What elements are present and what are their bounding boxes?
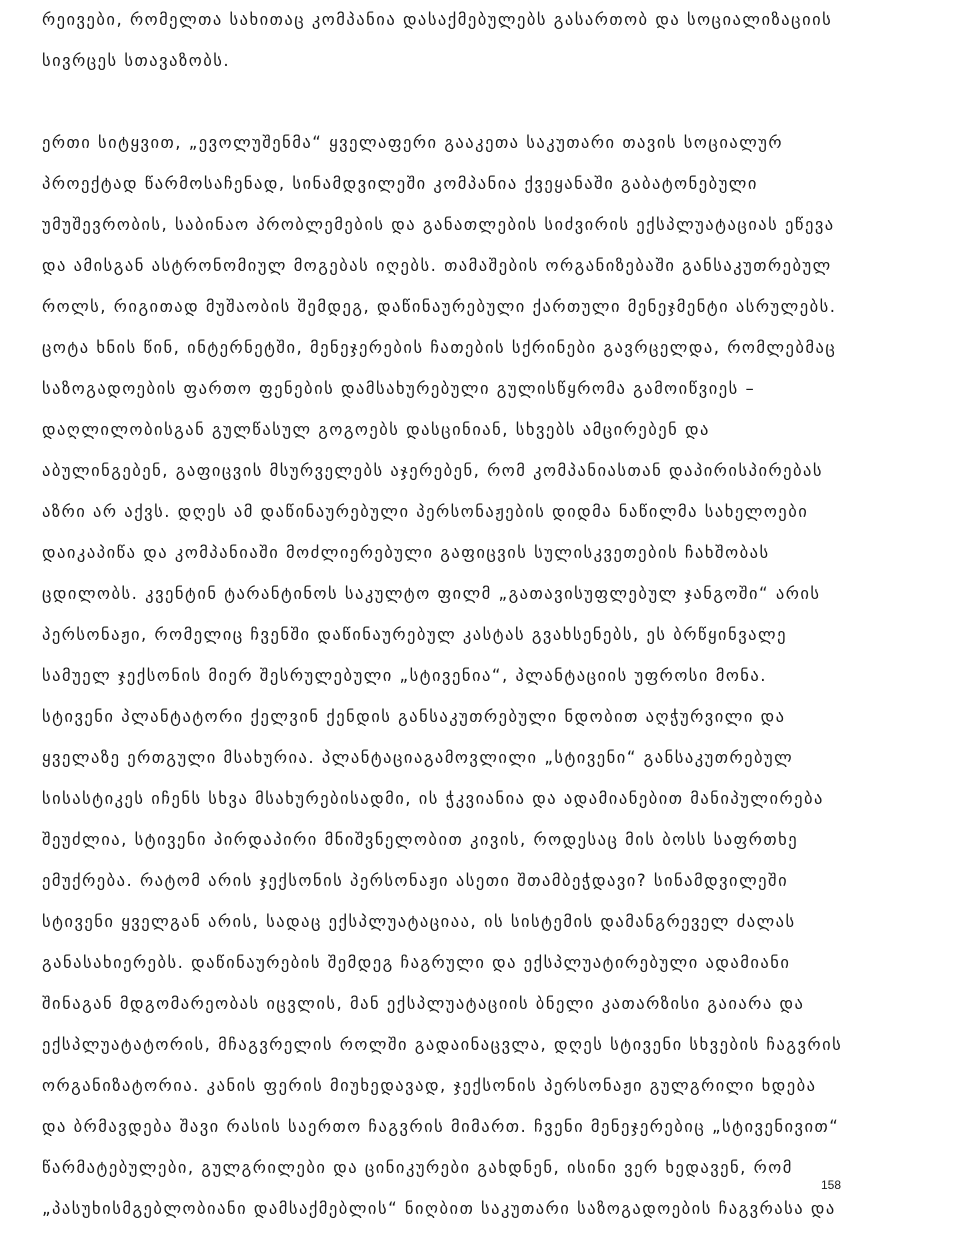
text-line: და ამისგან ასტრონომიულ მოგებას იღებს. თამაშების ორგანიზებაში განსაკუთრებულ <box>42 256 832 275</box>
text-line: ორგანიზატორია. კანის ფერის მიუხედავად, ჯექსონის პერსონაჟი გულგრილი ხდება <box>42 1076 817 1095</box>
text-line: როლს, რიგითად მუშაობის შემდეგ, დაწინაურებული ქართული მენეჯმენტი ასრულებს. <box>42 297 837 316</box>
text-line: სივრცეს სთავაზობს. <box>42 51 231 70</box>
text-line: სტივენი ყველგან არის, სადაც ექსპლუატაციაა, ის სისტემის დამანგრეველ ძალას <box>42 912 796 931</box>
text-line: პროექტად წარმოსაჩენად, სინამდვილეში კომპანია ქვეყანაში გაბატონებული <box>42 174 758 193</box>
text-line: შინაგან მდგომარეობას იცვლის, მან ექსპლუატაციის ბნელი კათარზისი გაიარა და <box>42 994 805 1013</box>
text-line: სტივენი პლანტატორი ქელვინ ქენდის განსაკუთრებული ნდობით აღჭურვილი და <box>42 707 786 726</box>
text-line: წარმატებულები, გულგრილები და ცინიკურები გახდნენ, ისინი ვერ ხედავენ, რომ <box>42 1158 793 1177</box>
text-line: და ბრმავდება შავი რასის საერთო ჩაგვრის მიმართ. ჩვენი მენეჯერებიც „სტივენივით“ <box>42 1117 840 1136</box>
page-number: 158 <box>821 1178 842 1192</box>
text-line: რეივები, რომელთა სახითაც კომპანია დასაქმებულებს გასართობ და სოციალიზაციის <box>42 10 833 29</box>
text-line: ერთი სიტყვით, „ევოლუშენმა“ ყველაფერი გააკეთა საკუთარი თავის სოციალურ <box>42 133 784 152</box>
text-line: საზოგადოების ფართო ფენების დამსახურებული გულისწყრომა გამოიწვიეს – <box>42 379 756 398</box>
text-line: ცოტა ხნის წინ, ინტერნეტში, მენეჯერების ჩათების სქრინები გავრცელდა, რომლებმაც <box>42 338 837 357</box>
text-line: ყველაზე ერთგული მსახურია. პლანტაციაგამოვლილი „სტივენი“ განსაკუთრებულ <box>42 748 794 767</box>
text-line: განასახიერებს. დაწინაურების შემდეგ ჩაგრული და ექსპლუატირებული ადამიანი <box>42 953 791 972</box>
text-line: უმუშევრობის, საბინაო პრობლემების და განათლების სიძვირის ექსპლუატაციას ეწევა <box>42 215 835 234</box>
text-line: დაღლილობისგან გულწასულ გოგოებს დასცინიან, სხვებს ამცირებენ და <box>42 420 710 439</box>
text-line: სისასტიკეს იჩენს სხვა მსახურებისადმი, ის ჭკვიანია და ადამიანებით მანიპულირება <box>42 789 824 808</box>
text-line: აზრი არ აქვს. დღეს ამ დაწინაურებული პერსონაჟების დიდმა ნაწილმა სახელოები <box>42 502 809 521</box>
text-line: „პასუხისმგებლობიანი დამსაქმებლის“ ნიღბით საკუთარი საზოგადოების ჩაგვრასა და <box>42 1199 836 1218</box>
text-line: ცდილობს. კვენტინ ტარანტინოს საკულტო ფილმ „გათავისუფლებულ ჯანგოში“ არის <box>42 584 821 603</box>
text-line: პერსონაჟი, რომელიც ჩვენში დაწინაურებულ კასტას გვახსენებს, ეს ბრწყინვალე <box>42 625 787 644</box>
text-line: სამუელ ჯექსონის მიერ შესრულებული „სტივენია“, პლანტაციის უფროსი მონა. <box>42 666 768 685</box>
text-line: ემუქრება. რატომ არის ჯექსონის პერსონაჟი ასეთი შთამბეჭდავი? სინამდვილეში <box>42 871 789 890</box>
text-line: აბულინგებენ, გაფიცვის მსურველებს აჯერებენ, რომ კომპანიასთან დაპირისპირებას <box>42 461 824 480</box>
text-line: ექსპლუატატორის, მჩაგვრელის როლში გადაინაცვლა, დღეს სტივენი სხვების ჩაგვრის <box>42 1035 843 1054</box>
text-line: შეუძლია, სტივენი პირდაპირი მნიშვნელობით კივის, როდესაც მის ბოსს საფრთხე <box>42 830 799 849</box>
text-line: დაიკაპიწა და კომპანიაში მოძლიერებული გაფიცვის სულისკვეთების ჩახშობას <box>42 543 770 562</box>
